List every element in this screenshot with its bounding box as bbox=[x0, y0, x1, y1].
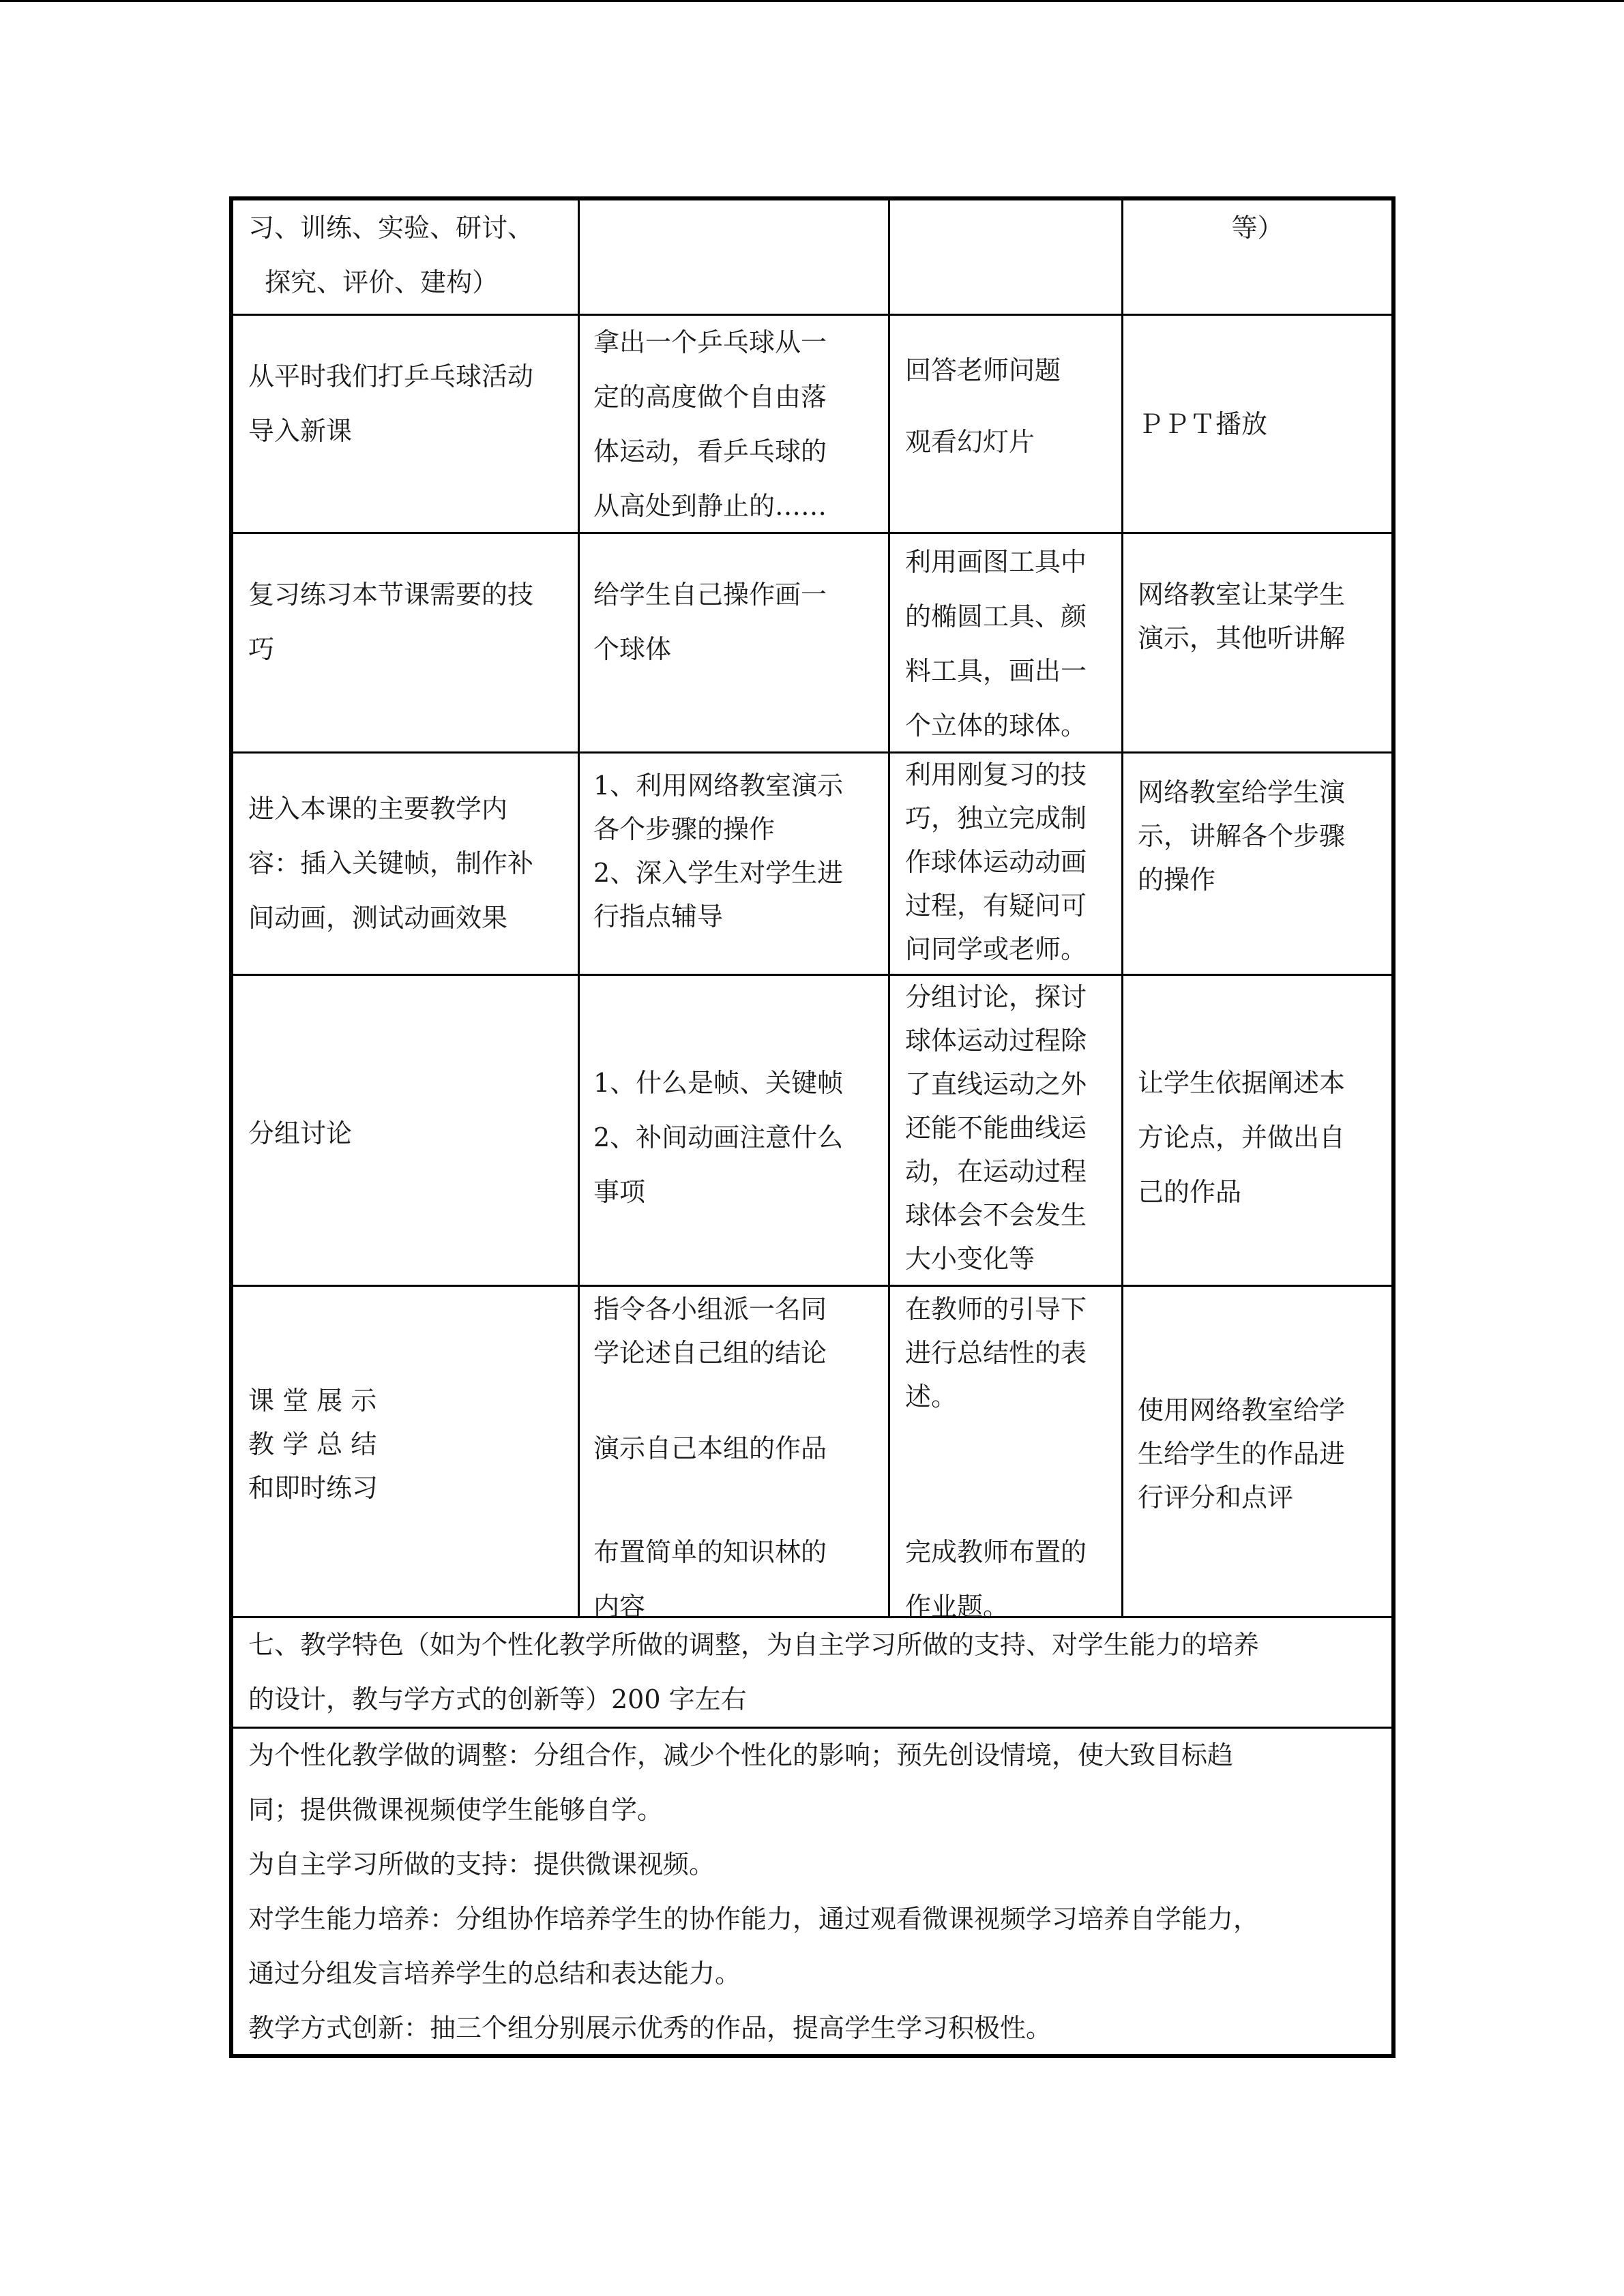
row3-teacher-line: 1、利用网络教室演示 bbox=[593, 771, 844, 801]
row5-activity-cell bbox=[248, 1379, 378, 1510]
row3-teacher-line: 行指点辅导 bbox=[593, 901, 724, 931]
row5-teacher-line: 指令各小组派一名同 bbox=[593, 1294, 827, 1324]
row3-student-line: 过程，有疑问可 bbox=[905, 891, 1087, 921]
row3-media-cell bbox=[1138, 771, 1345, 901]
row2-teacher-cell bbox=[593, 567, 827, 676]
row4-student-line: 还能不能曲线运 bbox=[905, 1113, 1087, 1143]
row3-student-line: 巧，独立完成制 bbox=[905, 803, 1087, 833]
row-divider bbox=[233, 1285, 1391, 1287]
row5-teacher-line: 内容 bbox=[593, 1592, 646, 1622]
row5-media-line: 生给学生的作品进 bbox=[1138, 1439, 1346, 1469]
row5-student-line: 在教师的引导下 bbox=[905, 1294, 1087, 1324]
row2-activity-cell bbox=[248, 567, 533, 676]
section7-body-line: 对学生能力培养：分组协作培养学生的协作能力，通过观看微课视频学习培养自学能力， bbox=[248, 1904, 1260, 1934]
row5-media-line: 行评分和点评 bbox=[1138, 1482, 1294, 1512]
row5-media-cell bbox=[1138, 1388, 1345, 1519]
row-divider bbox=[233, 974, 1391, 976]
row3-activity-line: 容：插入关键帧，制作补 bbox=[248, 848, 534, 878]
row1-student-line: 回答老师问题 bbox=[905, 355, 1061, 385]
row3-activity-line: 进入本课的主要教学内 bbox=[248, 794, 508, 824]
section7-body-line: 为自主学习所做的支持：提供微课视频。 bbox=[248, 1849, 715, 1879]
row4-student-line: 动，在运动过程 bbox=[905, 1157, 1087, 1187]
row2-media-line: 演示，其他听讲解 bbox=[1138, 623, 1346, 653]
row2-student-line: 个立体的球体。 bbox=[905, 711, 1087, 741]
row5-student-line: 完成教师布置的 bbox=[905, 1537, 1087, 1567]
row2-teacher-line: 给学生自己操作画一 bbox=[593, 580, 827, 610]
row5-teacher-line: 演示自己本组的作品 bbox=[593, 1433, 827, 1463]
row5-activity-line: 和即时练习 bbox=[248, 1473, 379, 1503]
page-top-border bbox=[0, 0, 1624, 2]
row4-student-line: 分组讨论，探讨 bbox=[905, 982, 1087, 1012]
row3-teacher-cell bbox=[593, 764, 843, 938]
row3-teacher-line: 2、深入学生对学生进 bbox=[593, 858, 844, 888]
row0-activity-line: 探究、评价、建构） bbox=[248, 267, 499, 297]
row0-media-cell bbox=[1123, 200, 1391, 255]
row3-activity-line: 间动画，测试动画效果 bbox=[248, 903, 508, 933]
row1-teacher-line: 体运动，看乒乓球的 bbox=[593, 436, 827, 466]
row5-activity-line: 课 堂 展 示 bbox=[248, 1386, 377, 1416]
row2-activity-line: 巧 bbox=[248, 634, 275, 664]
row1-teacher-cell bbox=[593, 315, 827, 533]
row1-activity-line: 导入新课 bbox=[248, 416, 353, 446]
section7-body-line: 通过分组发言培养学生的总结和表达能力。 bbox=[248, 1958, 741, 1988]
row4-teacher-line: 2、补间动画注意什么 bbox=[593, 1122, 844, 1152]
row2-media-line: 网络教室让某学生 bbox=[1138, 580, 1346, 610]
row3-student-cell bbox=[905, 753, 1087, 971]
row5-student-line: 进行总结性的表 bbox=[905, 1338, 1087, 1368]
row3-activity-cell bbox=[248, 781, 533, 945]
section7-heading-line: 七、教学特色（如为个性化教学所做的调整，为自主学习所做的支持、对学生能力的培养 bbox=[248, 1630, 1260, 1660]
row4-teacher-line: 1、什么是帧、关键帧 bbox=[593, 1068, 844, 1098]
row2-student-line: 利用画图工具中 bbox=[905, 547, 1087, 577]
row2-student-cell bbox=[905, 535, 1087, 753]
row3-teacher-line: 各个步骤的操作 bbox=[593, 814, 776, 844]
row2-student-line: 料工具，画出一 bbox=[905, 656, 1087, 686]
column-divider bbox=[888, 200, 890, 1617]
row2-teacher-line: 个球体 bbox=[593, 634, 672, 664]
section7-body-line: 教学方式创新：抽三个组分别展示优秀的作品，提高学生学习积极性。 bbox=[248, 2013, 1052, 2043]
row5-teacher-line: 学论述自己组的结论 bbox=[593, 1338, 827, 1368]
section7-body-line: 为个性化教学做的调整：分组合作，减少个性化的影响；预先创设情境，使大致目标趋 bbox=[248, 1740, 1234, 1770]
column-divider bbox=[1121, 200, 1123, 1617]
row5-student-line: 述。 bbox=[905, 1382, 958, 1412]
row0-activity-line: 习、训练、实验、研讨、 bbox=[248, 213, 534, 243]
row3-student-line: 利用刚复习的技 bbox=[905, 760, 1087, 790]
row3-student-line: 作球体运动动画 bbox=[905, 847, 1087, 877]
row3-media-line: 示，讲解各个步骤 bbox=[1138, 821, 1346, 851]
row5-activity-line: 教 学 总 结 bbox=[248, 1429, 377, 1459]
row4-student-cell bbox=[905, 975, 1087, 1281]
row1-media-cell bbox=[1138, 397, 1267, 451]
row1-media-line: ＰＰＴ播放 bbox=[1138, 409, 1268, 439]
row4-activity-cell bbox=[248, 1106, 352, 1161]
row1-student-cell bbox=[905, 326, 1061, 469]
row1-teacher-line: 拿出一个乒乓球从一 bbox=[593, 327, 827, 357]
row1-activity-cell bbox=[248, 349, 533, 458]
column-divider bbox=[578, 200, 580, 1617]
section7-heading bbox=[248, 1617, 1259, 1727]
row4-media-line: 方论点，并做出自 bbox=[1138, 1122, 1346, 1152]
row3-student-line: 问同学或老师。 bbox=[905, 934, 1087, 964]
row5-student-line: 作业题。 bbox=[905, 1592, 1009, 1622]
row4-media-cell bbox=[1138, 1056, 1345, 1219]
row4-student-line: 球体运动过程除 bbox=[905, 1026, 1087, 1056]
row1-student-line: 观看幻灯片 bbox=[905, 427, 1035, 457]
row1-teacher-line: 从高处到静止的…… bbox=[593, 491, 827, 521]
row5-media-line: 使用网络教室给学 bbox=[1138, 1395, 1346, 1425]
row-divider bbox=[233, 751, 1391, 754]
row4-teacher-cell bbox=[593, 1056, 843, 1219]
row4-student-line: 大小变化等 bbox=[905, 1244, 1035, 1274]
row2-activity-line: 复习练习本节课需要的技 bbox=[248, 580, 534, 610]
row1-teacher-line: 定的高度做个自由落 bbox=[593, 382, 827, 412]
row5-student-cell bbox=[905, 1287, 1087, 1418]
lesson-plan-table bbox=[229, 196, 1396, 2058]
row1-activity-line: 从平时我们打乒乓球活动 bbox=[248, 361, 534, 391]
section7-body-line: 同；提供微课视频使学生能够自学。 bbox=[248, 1795, 664, 1825]
row0-media-line: 等） bbox=[1231, 213, 1284, 243]
row3-media-line: 网络教室给学生演 bbox=[1138, 777, 1346, 807]
row4-media-line: 己的作品 bbox=[1138, 1177, 1242, 1207]
section7-heading-line: 的设计，教与学方式的创新等）200 字左右 bbox=[248, 1684, 747, 1714]
row4-student-line: 了直线运动之外 bbox=[905, 1069, 1087, 1099]
row5-teacher-line: 布置简单的知识林的 bbox=[593, 1537, 827, 1567]
row2-media-cell bbox=[1138, 573, 1345, 660]
section7-body bbox=[248, 1728, 1259, 2055]
row5-teacher-cell bbox=[593, 1427, 827, 1470]
row3-media-line: 的操作 bbox=[1138, 865, 1216, 895]
row4-media-line: 让学生依据阐述本 bbox=[1138, 1068, 1346, 1098]
row4-student-line: 球体会不会发生 bbox=[905, 1200, 1087, 1230]
row0-activity-cell bbox=[248, 200, 533, 310]
row5-teacher-cell bbox=[593, 1287, 827, 1375]
row4-activity-line: 分组讨论 bbox=[248, 1118, 353, 1148]
row4-teacher-line: 事项 bbox=[593, 1177, 646, 1207]
row2-student-line: 的椭圆工具、颜 bbox=[905, 601, 1087, 631]
